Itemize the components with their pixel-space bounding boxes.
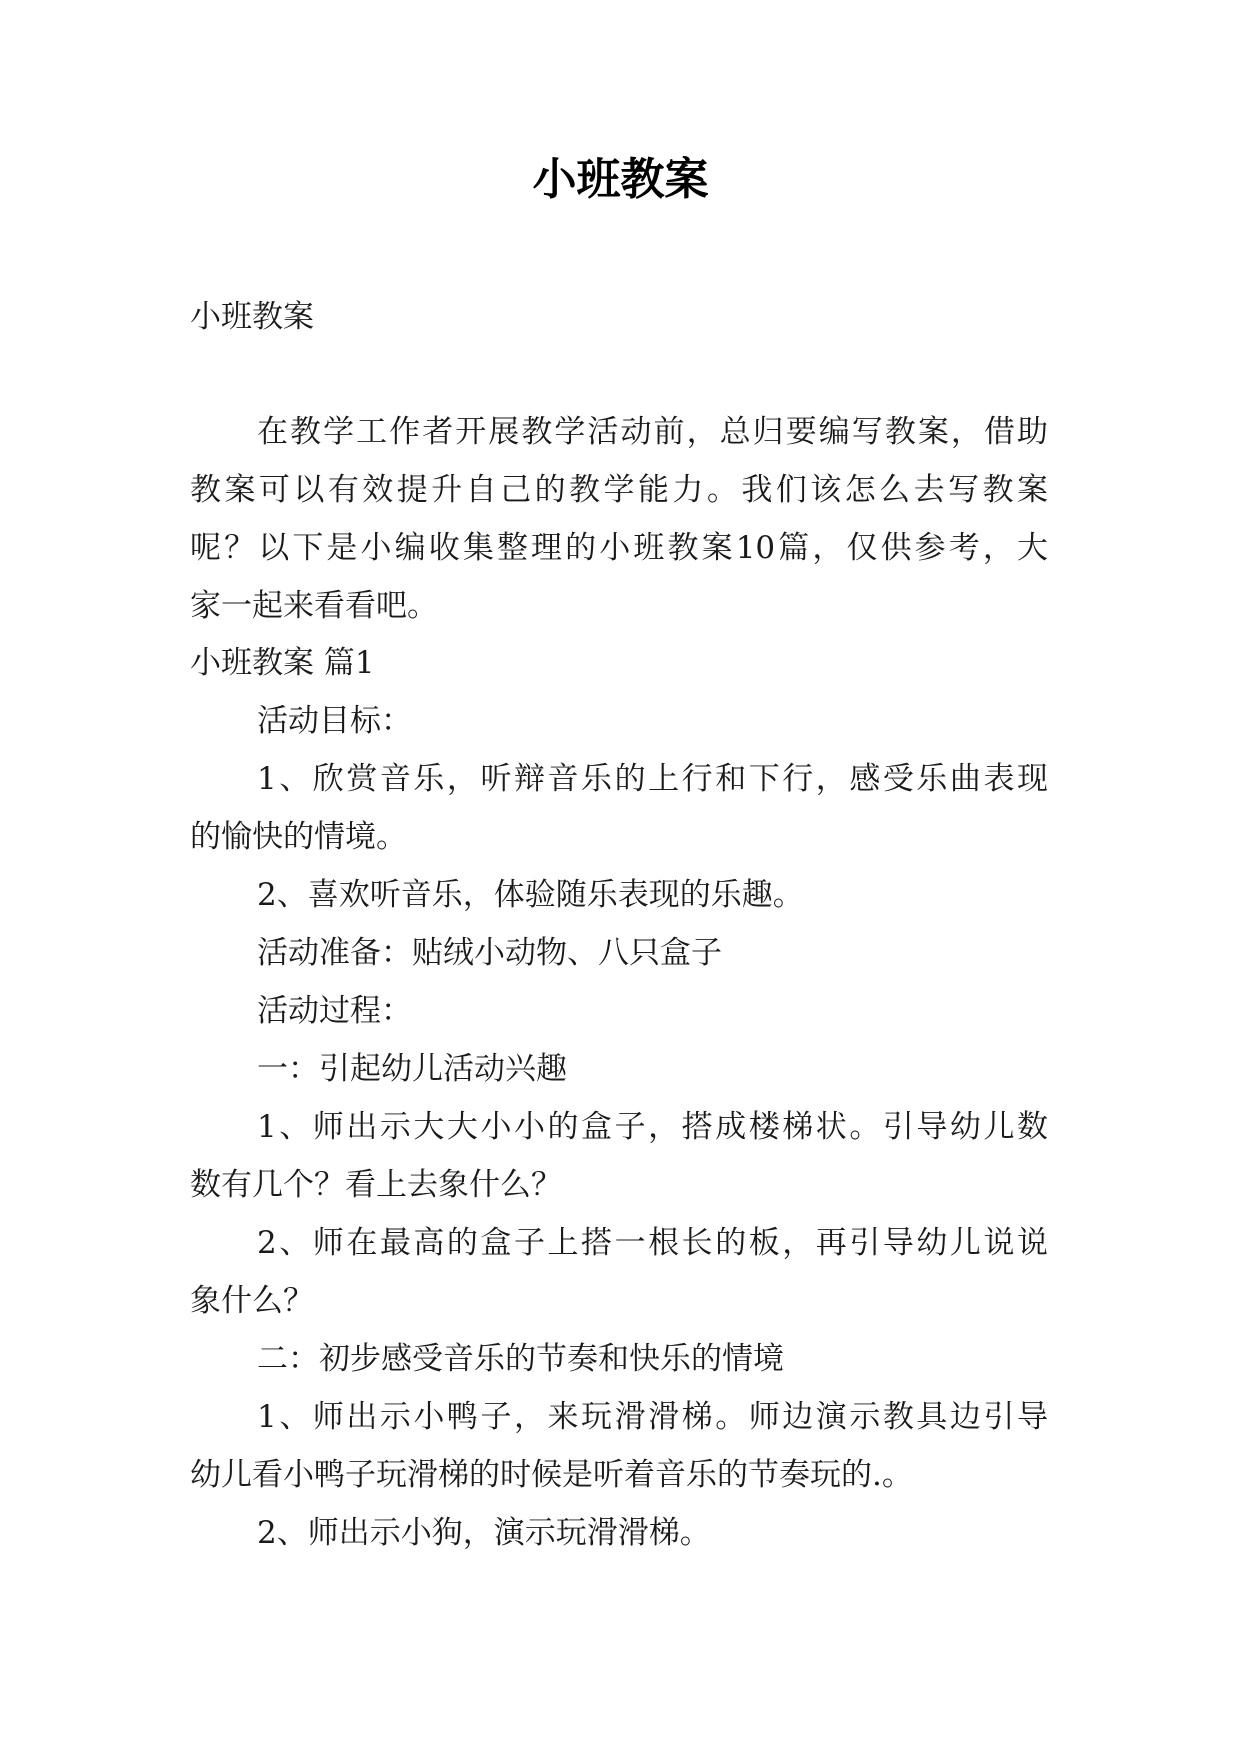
step-1-1-line-1: 1、师出示大大小小的盒子，搭成楼梯状。引导幼儿数 xyxy=(257,1109,1048,1145)
step-1-1-line-2: 数有几个？看上去象什么？ xyxy=(190,1167,562,1203)
step-1-heading: 一：引起幼儿活动兴趣 xyxy=(257,1051,567,1087)
section-heading: 小班教案 篇1 xyxy=(190,645,375,681)
intro-line-3: 呢？以下是小编收集整理的小班教案10篇，仅供参考，大 xyxy=(190,530,1048,566)
step-1-2-line-2: 象什么？ xyxy=(190,1283,314,1319)
goal-heading: 活动目标： xyxy=(257,703,412,739)
step-2-1-line-2: 幼儿看小鸭子玩滑梯的时候是听着音乐的节奏玩的.。 xyxy=(190,1457,913,1493)
preparation: 活动准备：贴绒小动物、八只盒子 xyxy=(257,935,722,971)
step-2-heading: 二：初步感受音乐的节奏和快乐的情境 xyxy=(257,1341,784,1377)
step-1-2-line-1: 2、师在最高的盒子上搭一根长的板，再引导幼儿说说 xyxy=(257,1225,1048,1261)
goal-1-line-2: 的愉快的情境。 xyxy=(190,819,407,855)
document-title: 小班教案 xyxy=(532,154,709,205)
goal-1-line-1: 1、欣赏音乐，听辩音乐的上行和下行，感受乐曲表现 xyxy=(257,761,1048,797)
goal-2: 2、喜欢听音乐，体验随乐表现的乐趣。 xyxy=(257,877,804,913)
step-2-2: 2、师出示小狗，演示玩滑滑梯。 xyxy=(257,1515,711,1551)
intro-line-2: 教案可以有效提升自己的教学能力。我们该怎么去写教案 xyxy=(190,472,1048,508)
intro-line-1: 在教学工作者开展教学活动前，总归要编写教案，借助 xyxy=(257,414,1048,450)
document-subtitle: 小班教案 xyxy=(190,299,314,335)
step-2-1-line-1: 1、师出示小鸭子，来玩滑滑梯。师边演示教具边引导 xyxy=(257,1399,1048,1435)
intro-line-4: 家一起来看看吧。 xyxy=(190,588,438,624)
process-heading: 活动过程： xyxy=(257,993,412,1029)
